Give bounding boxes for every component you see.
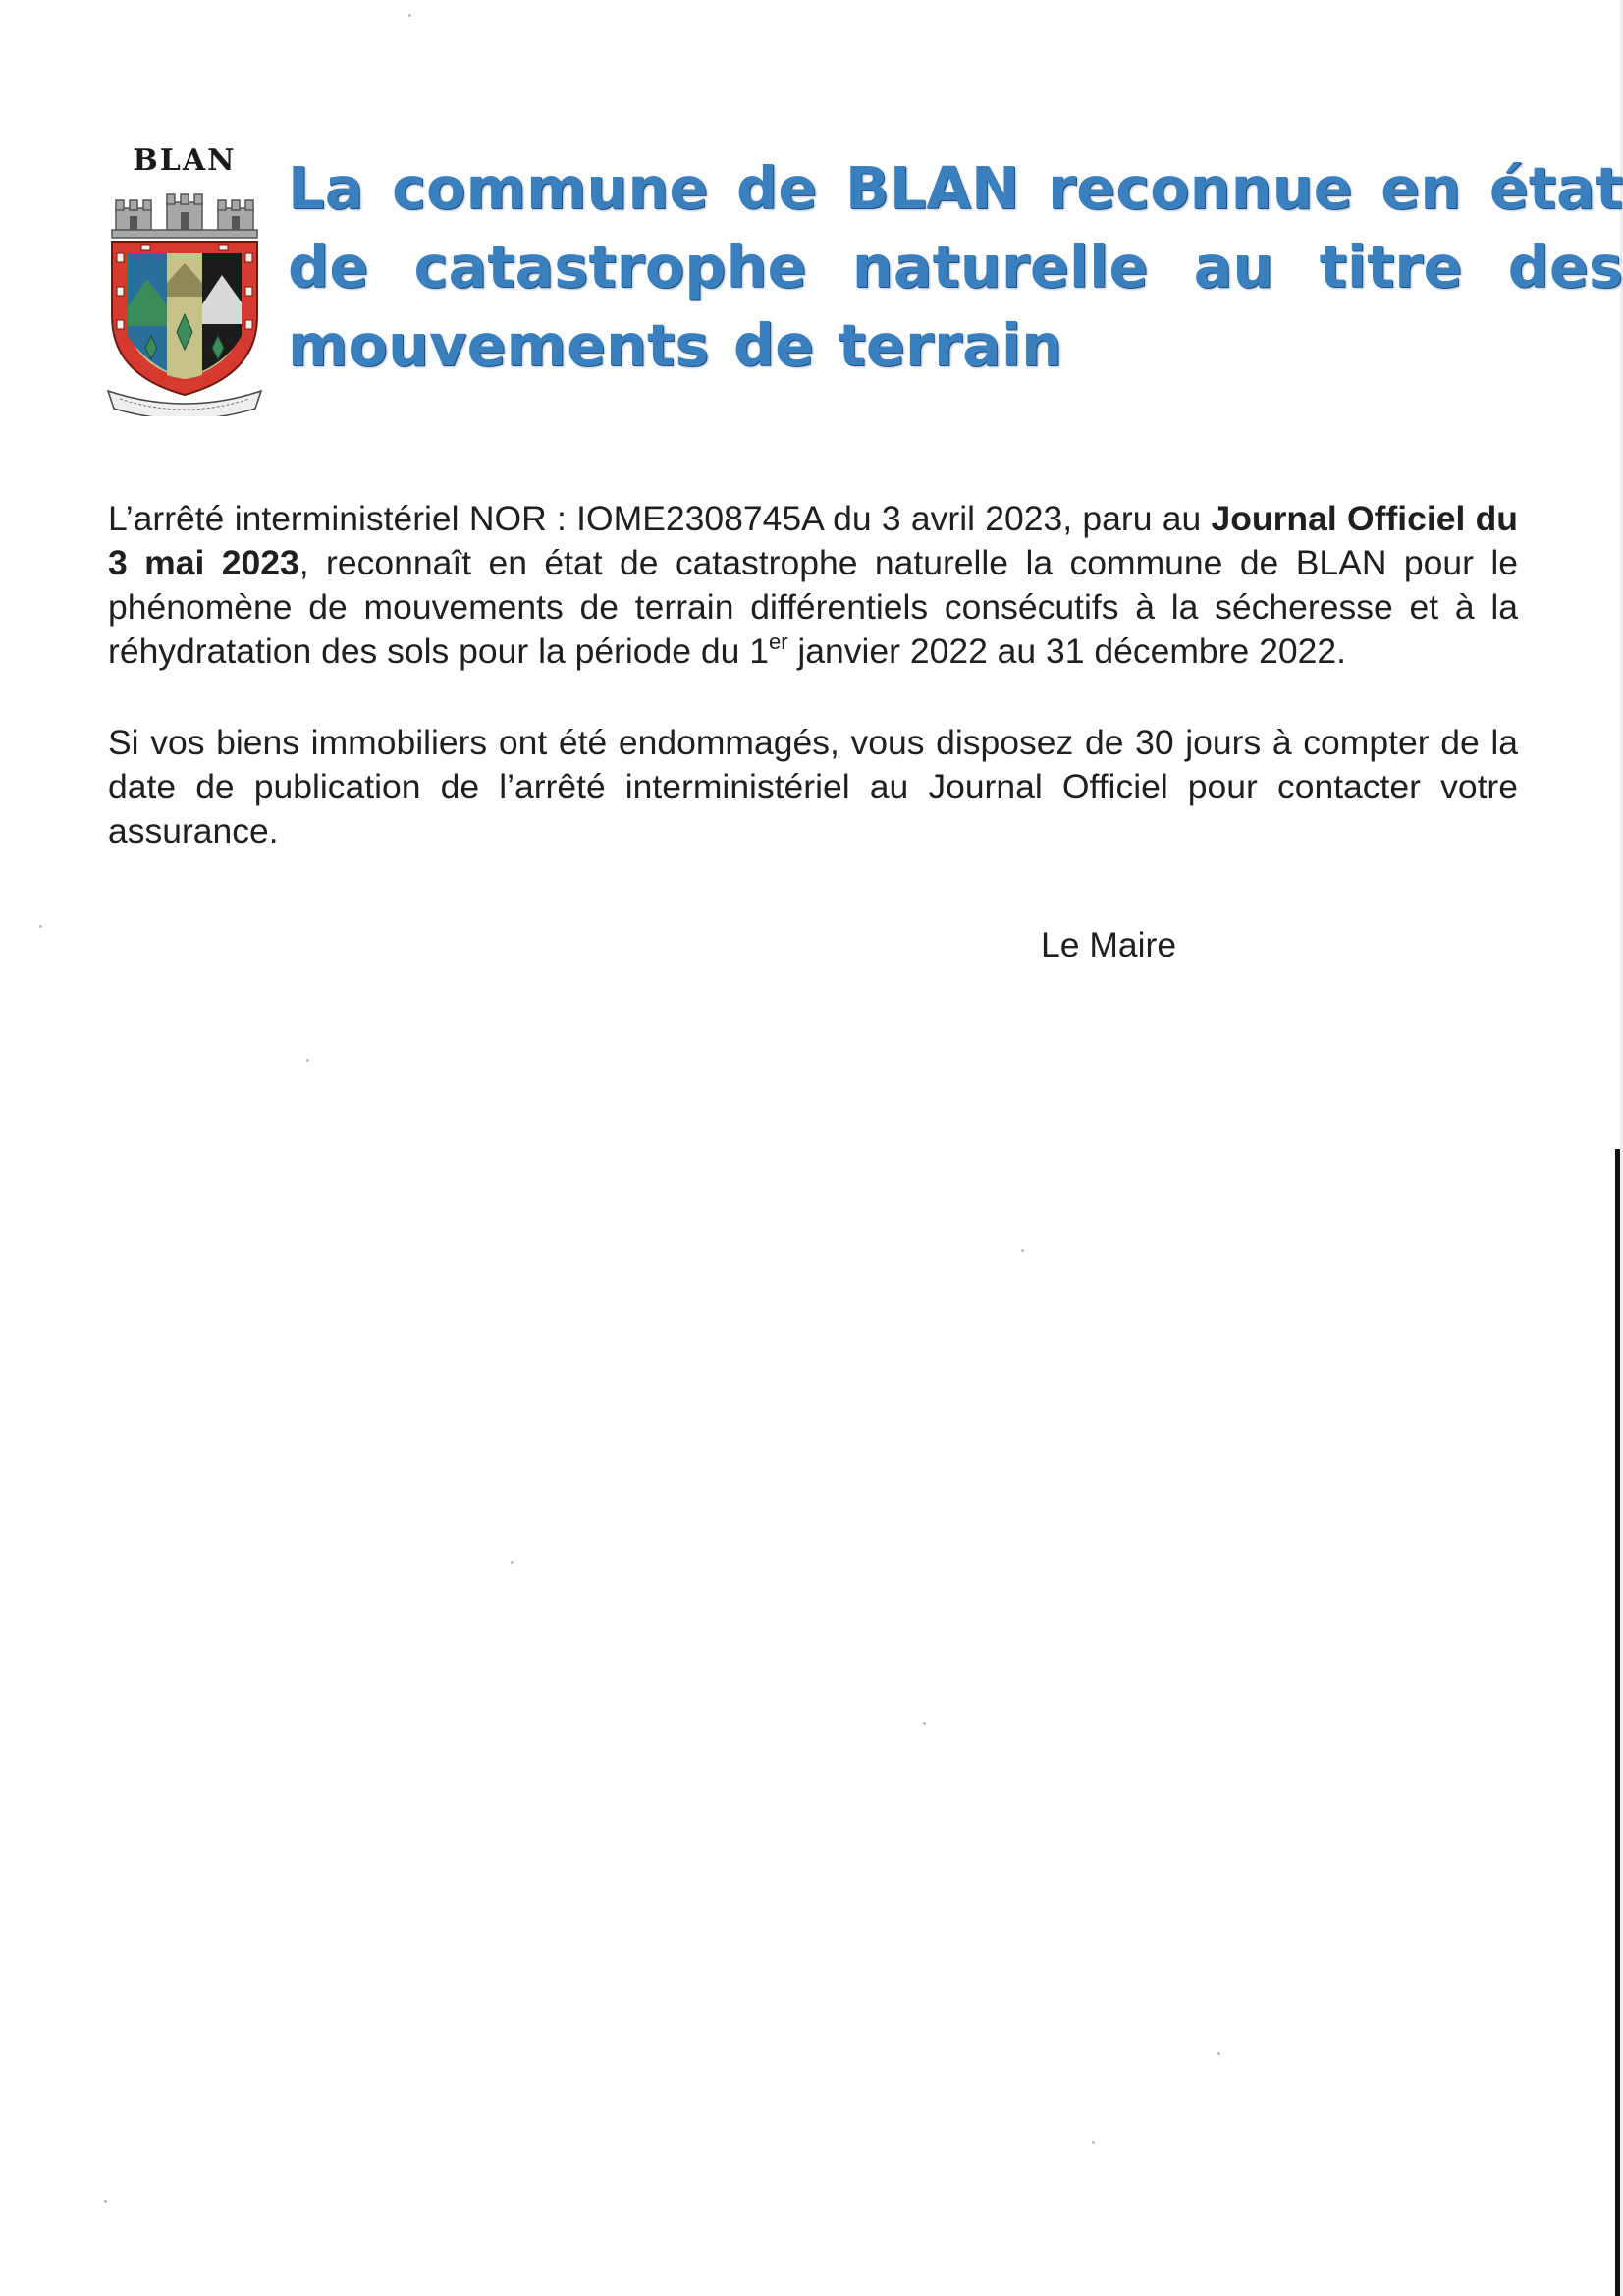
scan-speck (923, 1722, 926, 1725)
scan-speck (511, 1561, 514, 1564)
page-title: La commune de BLAN reconnue en état de catastrophe naturelle au titre des mouvements de terrain (288, 154, 1623, 379)
scan-speck (104, 2200, 107, 2203)
signature-mayor: Le Maire (1041, 925, 1177, 964)
scan-speck (1021, 1249, 1024, 1252)
shield-icon (106, 189, 263, 416)
decree-text-end: janvier 2022 au 31 décembre 2022. (787, 631, 1346, 671)
coat-of-arms-icon (106, 137, 263, 417)
scan-speck (39, 925, 42, 928)
document-body (108, 497, 1518, 853)
scan-speck (408, 14, 411, 17)
scan-speck (1217, 2052, 1220, 2055)
header (106, 137, 1623, 422)
journal-officiel-date: Journal Officiel du 3 mai 2023 (108, 499, 1518, 582)
scan-speck (306, 1059, 309, 1062)
ordinal-superscript: er (768, 629, 788, 654)
paragraph-decree (108, 497, 1518, 674)
scan-speck (1092, 2141, 1095, 2144)
crest-commune-name: BLAN (133, 143, 237, 178)
paragraph-insurance: Si vos biens immobiliers ont été endommagés, vous disposez de 30 jours à compter de la date de publication de l’arrêté interministériel au Journal Officiel pour contacter votre assurance. (108, 723, 1518, 850)
scan-shadow-edge (1615, 1149, 1620, 2296)
decree-text-start: L’arrêté interministériel NOR : IOME2308745A du 3 avril 2023, paru au (108, 499, 1212, 538)
decree-text-middle: , reconnaît en état de catastrophe naturelle la commune de BLAN pour le phénomène de mouvements de terrain différentiels consécutifs à la sécheresse et à la réhydratation des sols pour la période du 1 (108, 543, 1518, 671)
